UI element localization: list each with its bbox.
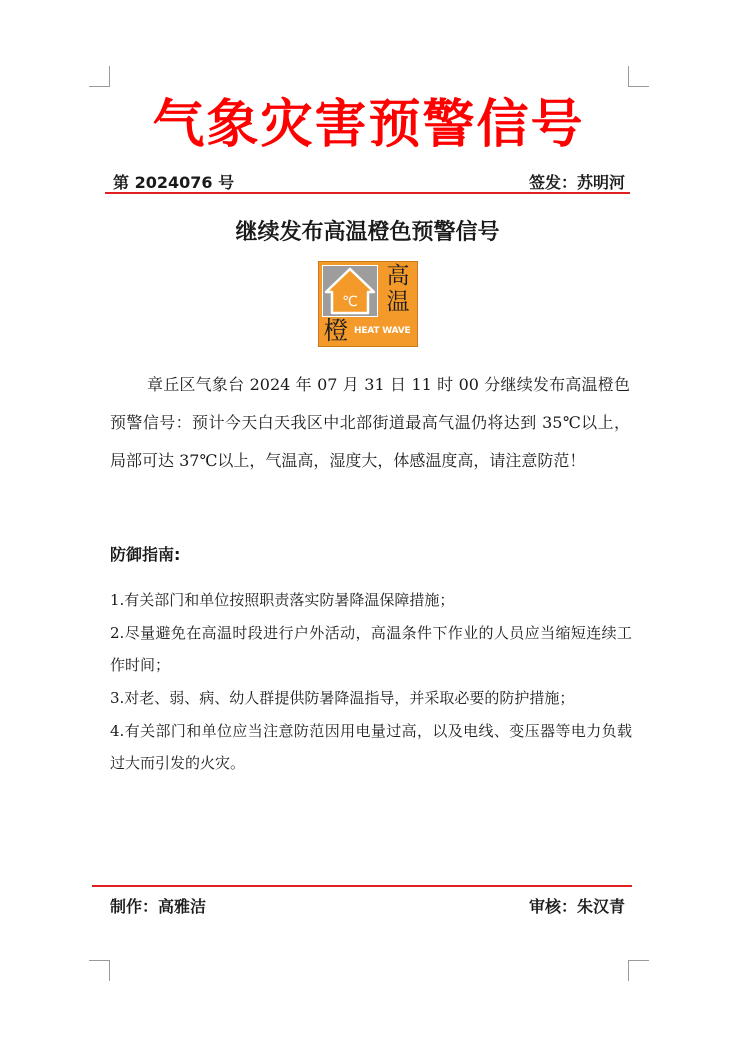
reviewer — [529, 895, 625, 919]
crop-mark-top-right — [628, 66, 649, 87]
issue-meta-row — [113, 172, 625, 194]
footer-divider — [92, 885, 632, 887]
heat-wave-orange-warning-icon — [318, 261, 418, 347]
signer — [529, 172, 625, 194]
crop-mark-bottom-right — [628, 960, 649, 981]
document-title: 继续发布高温橙色预警信号 — [235, 220, 500, 245]
producer — [110, 895, 206, 919]
reviewer-name: 朱汉青 — [576, 897, 625, 916]
header-divider — [105, 192, 630, 194]
guide-item: 2.尽量避免在高温时段进行户外活动，高温条件下作业的人员应当缩短连续工作时间； — [110, 624, 632, 674]
producer-name: 高雅洁 — [158, 897, 207, 916]
icon-char-temperature: 温 — [386, 289, 410, 315]
icon-english-label: HEAT WAVE — [354, 326, 411, 336]
icon-char-high: 高 — [386, 263, 410, 289]
issue-number: 第 2024076 号 — [113, 173, 235, 192]
unit-symbol: ℃ — [342, 294, 358, 310]
defense-guide-heading: 防御指南: — [110, 545, 181, 564]
warning-body-text: 章丘区气象台 2024 年 07 月 31 日 11 时 00 分继续发布高温橙色预警信号：预计今天白天我区中北部街道最高气温仍将达到 35℃以上，局部可达 37℃以上，气温高，湿度大，体感温度高，请注意防范！ — [110, 375, 630, 470]
house-shape — [323, 266, 377, 316]
masthead-title: 气象灾害预警信号 — [152, 95, 585, 155]
house-thermometer-icon — [322, 265, 378, 317]
reviewer-label: 审核： — [528, 897, 577, 916]
footer-row — [110, 895, 625, 919]
producer-label: 制作： — [110, 897, 159, 916]
signer-label: 签发： — [528, 173, 577, 192]
guide-item: 4.有关部门和单位应当注意防范因用电量过高，以及电线、变压器等电力负载过大而引发的火灾。 — [110, 722, 632, 772]
guide-item: 3.对老、弱、病、幼人群提供防暑降温指导，并采取必要的防护措施； — [110, 689, 575, 707]
defense-guide-list — [110, 584, 632, 780]
signer-name: 苏明河 — [576, 173, 625, 192]
icon-level-orange: 橙 — [323, 316, 349, 345]
crop-mark-bottom-left — [89, 960, 110, 981]
crop-mark-top-left — [89, 66, 110, 87]
guide-item: 1.有关部门和单位按照职责落实防暑降温保障措施； — [110, 591, 455, 609]
